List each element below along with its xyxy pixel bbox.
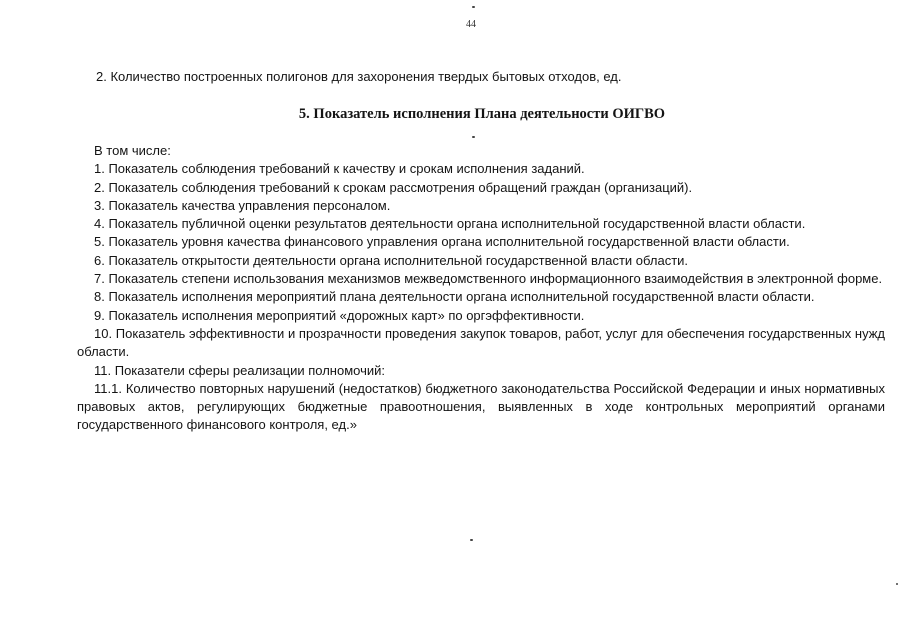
scan-speck — [472, 136, 475, 138]
list-item: 1. Показатель соблюдения требований к качеству и срокам исполнения заданий. — [94, 161, 585, 177]
scan-speck — [896, 583, 898, 585]
list-item: 5. Показатель уровня качества финансового управления органа исполнительной государственной власти области. — [94, 234, 790, 250]
list-item: 8. Показатель исполнения мероприятий плана деятельности органа исполнительной государственной власти области. — [94, 289, 815, 305]
list-item: 9. Показатель исполнения мероприятий «дорожных карт» по оргэффективности. — [94, 307, 585, 323]
list-item: 4. Показатель публичной оценки результатов деятельности органа исполнительной государственной власти области. — [94, 216, 806, 232]
list-item: 11.1. Количество повторных нарушений (недостатков) бюджетного законодательства Российской Федерации и иных нормативных правовых актов, регулирующих бюджетные правоотношения, выявленных в ходе контрольных мероприятий органами государственного финансового контроля, ед.» — [77, 380, 885, 433]
list-item: 10. Показатель эффективности и прозрачности проведения закупок товаров, работ, услуг для обеспечения государственных нужд области. — [77, 325, 885, 360]
list-lead: В том числе: — [94, 143, 171, 158]
indicator-list — [77, 142, 885, 435]
list-item: 11. Показатели сферы реализации полномочий: — [94, 362, 386, 378]
list-item: 2. Показатель соблюдения требований к срокам рассмотрения обращений граждан (организаций). — [94, 179, 693, 195]
section-title: 5. Показатель исполнения Плана деятельности ОИГВО — [298, 106, 666, 122]
page-number: 44 — [466, 19, 476, 30]
scan-speck — [472, 6, 475, 8]
list-item: 7. Показатель степени использования механизмов межведомственного информационного взаимодействия в электронной форме. — [94, 271, 883, 287]
intro-line: 2. Количество построенных полигонов для захоронения твердых бытовых отходов, ед. — [96, 69, 622, 84]
list-item: 6. Показатель открытости деятельности органа исполнительной государственной власти области. — [94, 252, 689, 268]
list-item: 3. Показатель качества управления персоналом. — [94, 197, 391, 213]
scan-speck — [470, 539, 473, 541]
